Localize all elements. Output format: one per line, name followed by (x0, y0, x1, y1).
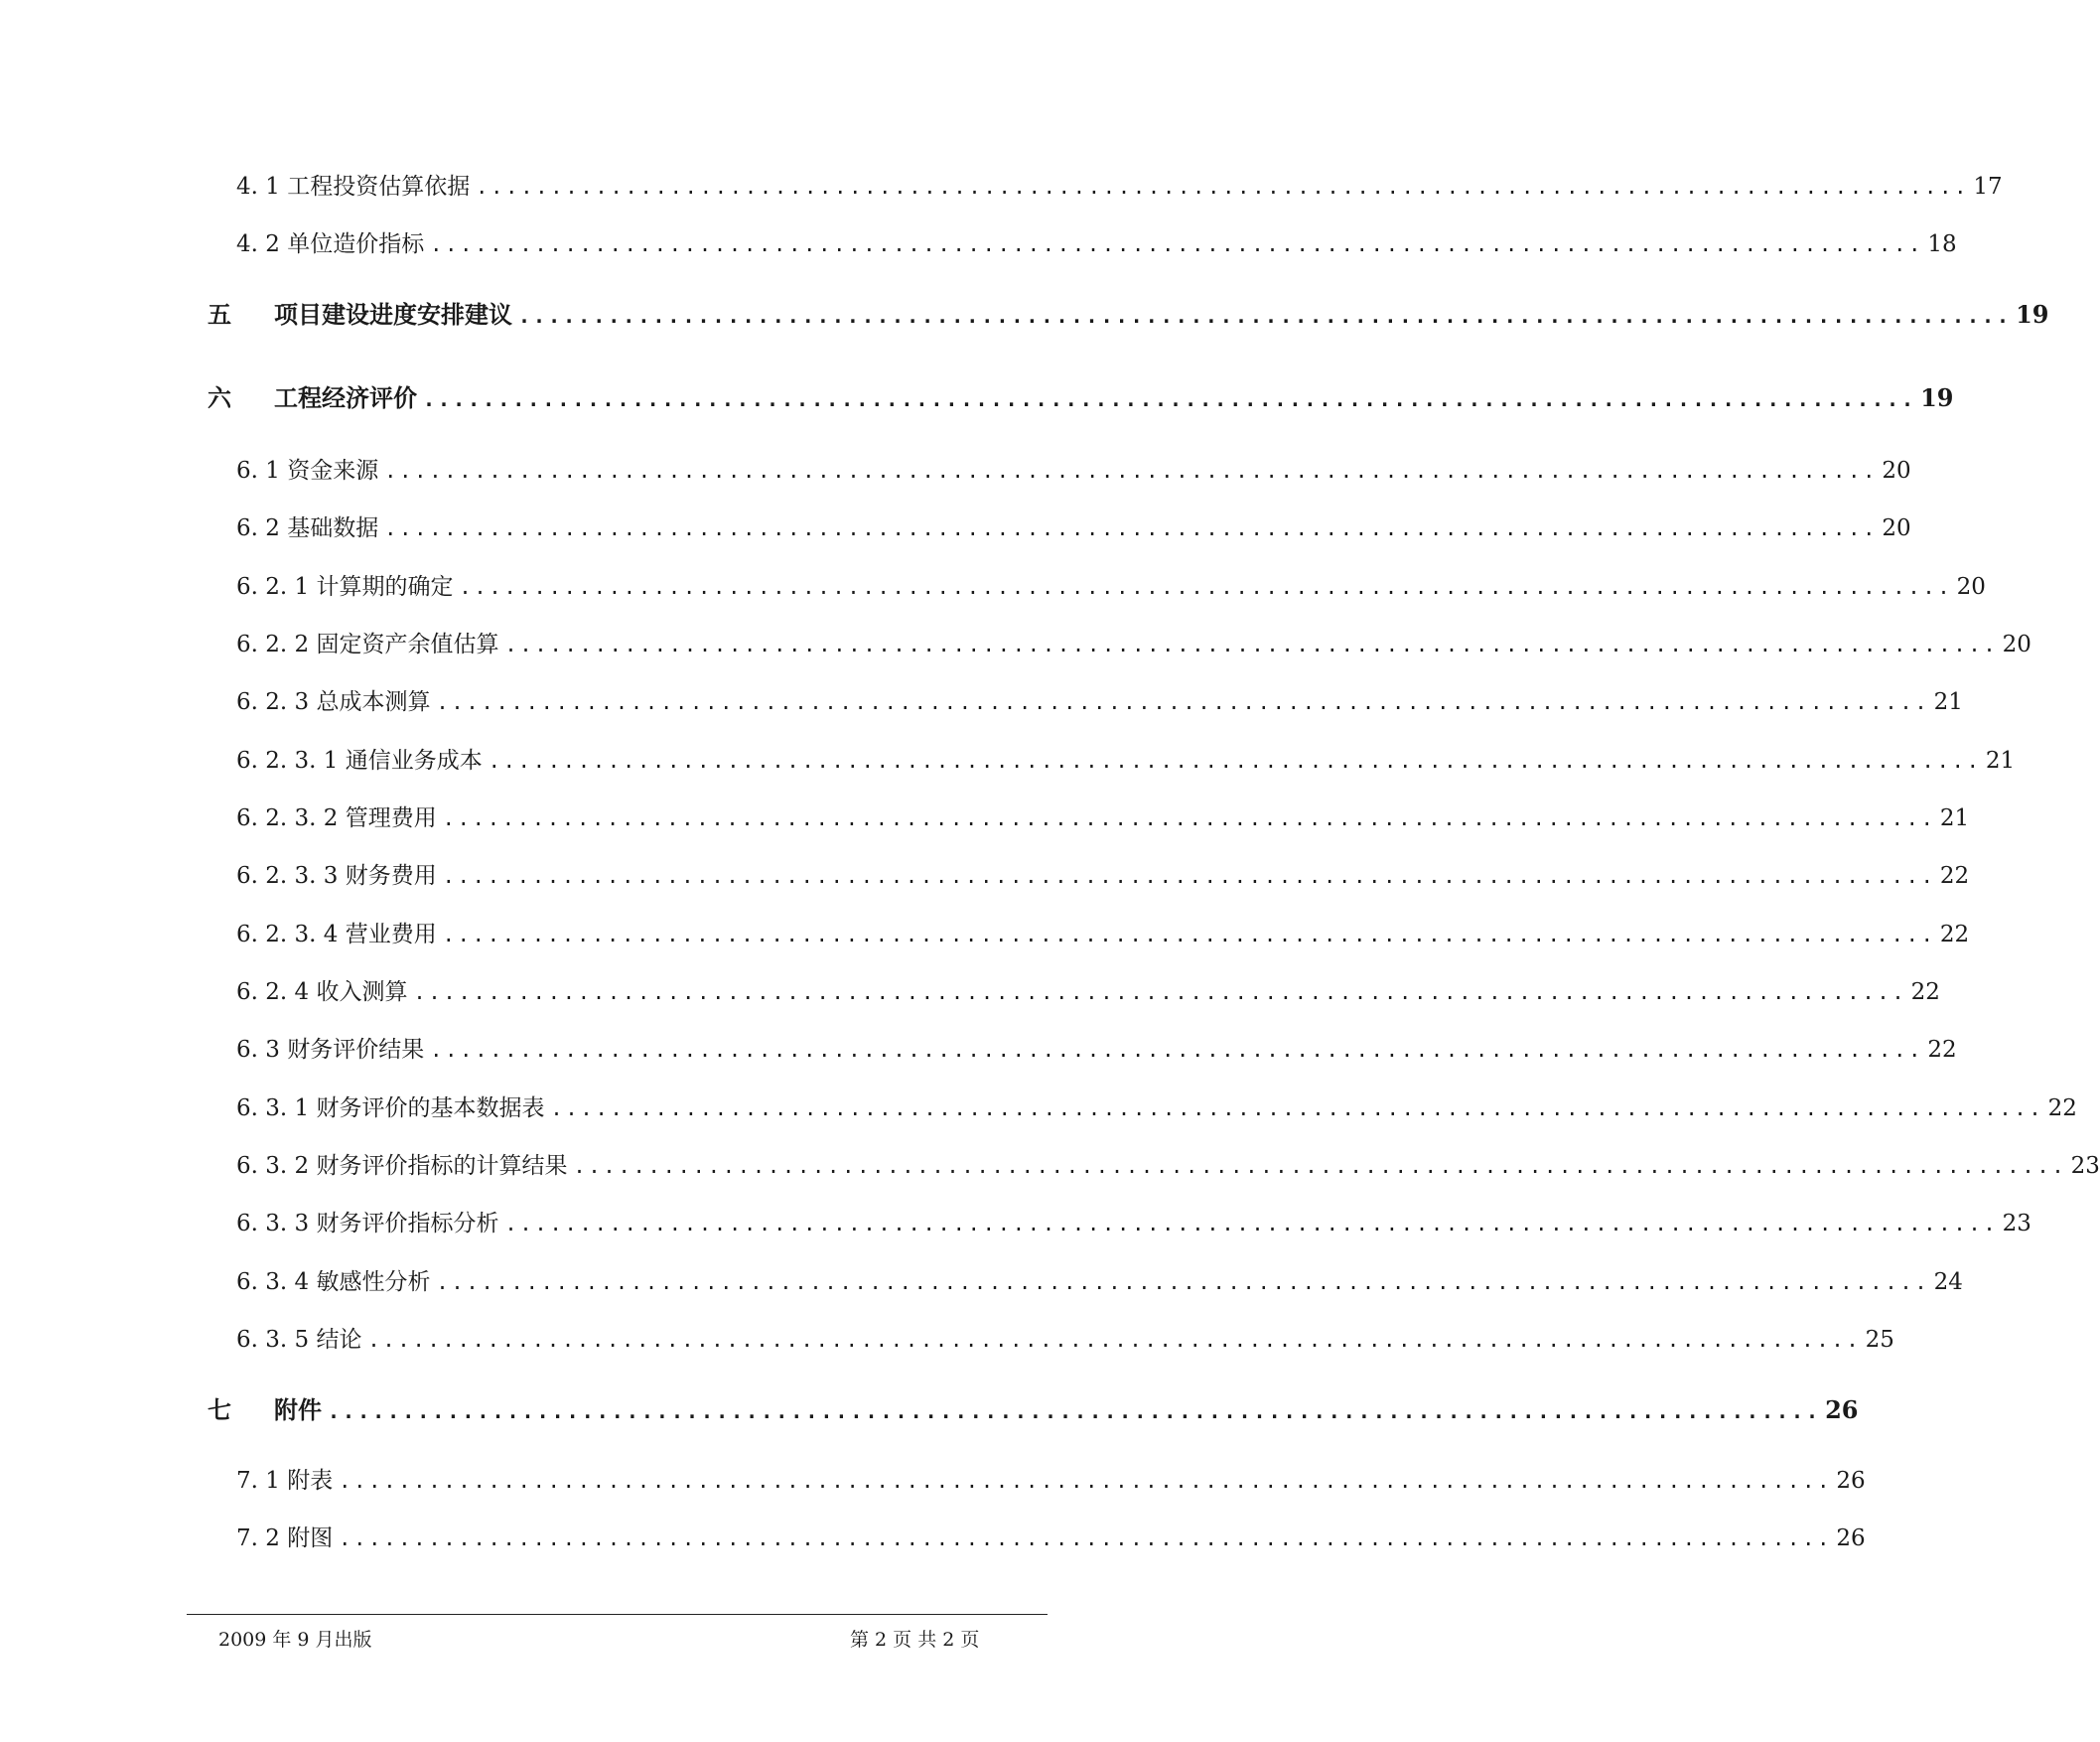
toc-entry-6-3-3[interactable] (236, 1207, 2031, 1240)
dot-leader: .................................................................................................... (488, 749, 1982, 773)
dot-leader: .................................................................................................... (430, 1038, 1924, 1062)
dot-leader: .................................................................................................... (339, 1469, 1833, 1493)
dot-leader: .................................................................................................... (442, 864, 1936, 888)
toc-entry-6-2-3[interactable] (236, 685, 1963, 719)
toc-entry-title: 6. 2. 4 收入测算 (236, 979, 408, 1005)
dot-leader: .................................................................................................... (328, 1399, 1822, 1423)
toc-entry-4-2[interactable] (236, 227, 1957, 261)
dot-leader: .................................................................................................... (339, 1526, 1833, 1550)
toc-entry-page: 26 (1836, 1525, 1866, 1551)
dot-leader: .................................................................................................... (504, 1212, 1999, 1235)
toc-entry-6-2-2[interactable] (236, 628, 2031, 661)
dot-leader: .................................................................................................... (384, 459, 1879, 483)
toc-entry-6-3[interactable] (236, 1033, 1957, 1067)
toc-entry-6-2-4[interactable] (236, 975, 1940, 1009)
toc-entry-title: 4. 2 单位造价指标 (236, 231, 425, 257)
dot-leader: .................................................................................................... (436, 1270, 1930, 1294)
toc-entry-page: 24 (1933, 1269, 1963, 1295)
toc-entry-7-1[interactable] (236, 1464, 1866, 1498)
toc-entry-6-3-4[interactable] (236, 1265, 1963, 1299)
toc-entry-6-3-2[interactable] (236, 1149, 2100, 1183)
dot-leader: .................................................................................................... (442, 923, 1936, 946)
toc-entry-chapter-5[interactable] (208, 297, 2049, 334)
dot-leader: .................................................................................................... (436, 690, 1930, 714)
toc-entry-title: 6. 2. 3. 2 管理费用 (236, 805, 437, 831)
toc-entry-title: 7. 1 附表 (236, 1468, 334, 1494)
toc-entry-4-1[interactable] (236, 170, 2003, 204)
dot-leader: .................................................................................................... (504, 633, 1999, 656)
dot-leader: .................................................................................................... (550, 1096, 2044, 1120)
toc-entry-page: 19 (2016, 300, 2049, 329)
toc-entry-page: 21 (1933, 689, 1963, 715)
toc-entry-title: 6. 3 财务评价结果 (236, 1037, 425, 1063)
footer-divider (187, 1614, 1048, 1615)
toc-chapter-number: 七 (208, 1395, 231, 1424)
dot-leader: .................................................................................................... (423, 387, 1917, 411)
toc-entry-title: 7. 2 附图 (236, 1525, 334, 1551)
toc-entry-page: 22 (1927, 1037, 1957, 1063)
toc-entry-title: 附件 (274, 1395, 322, 1424)
toc-entry-page: 17 (1973, 174, 2003, 200)
toc-chapter-number: 五 (208, 300, 231, 329)
dot-leader: .................................................................................................... (573, 1154, 2067, 1178)
toc-entry-page: 21 (1985, 748, 2016, 774)
toc-entry-page: 22 (1939, 922, 1970, 947)
toc-entry-page: 21 (1939, 805, 1970, 831)
toc-entry-6-2-3-4[interactable] (236, 918, 1970, 951)
footer-page-number: 第 2 页 共 2 页 (850, 1629, 980, 1651)
toc-entry-title: 6. 3. 2 财务评价指标的计算结果 (236, 1153, 568, 1179)
toc-entry-page: 22 (1910, 979, 1940, 1005)
toc-entry-6-3-1[interactable] (236, 1091, 2077, 1125)
toc-entry-title: 6. 3. 4 敏感性分析 (236, 1269, 431, 1295)
toc-entry-6-2-3-3[interactable] (236, 859, 1970, 893)
toc-entry-chapter-7[interactable] (208, 1392, 1859, 1429)
toc-entry-title: 6. 2. 3. 3 财务费用 (236, 863, 437, 889)
toc-entry-7-2[interactable] (236, 1522, 1866, 1555)
toc-entry-page: 26 (1836, 1468, 1866, 1494)
toc-entry-6-1[interactable] (236, 454, 1911, 488)
toc-entry-page: 20 (2002, 632, 2031, 657)
dot-leader: .................................................................................................... (442, 806, 1936, 830)
dot-leader: .................................................................................................... (459, 575, 1953, 599)
toc-entry-6-2-3-2[interactable] (236, 801, 1970, 835)
toc-entry-page: 25 (1865, 1327, 1894, 1353)
toc-entry-6-2-1[interactable] (236, 570, 1986, 604)
toc-entry-title: 6. 3. 5 结论 (236, 1327, 362, 1353)
toc-entry-title: 6. 3. 3 财务评价指标分析 (236, 1211, 499, 1236)
toc-entry-page: 22 (1939, 863, 1970, 889)
toc-entry-page: 19 (1920, 383, 1954, 412)
dot-leader: .................................................................................................... (430, 232, 1924, 256)
toc-chapter-number: 六 (208, 383, 231, 412)
toc-entry-page: 18 (1927, 231, 1957, 257)
toc-entry-title: 项目建设进度安排建议 (274, 300, 512, 329)
toc-entry-chapter-6[interactable] (208, 380, 1954, 417)
dot-leader: .................................................................................................... (367, 1328, 1862, 1352)
toc-entry-title: 6. 2 基础数据 (236, 515, 379, 541)
toc-entry-title: 6. 2. 3. 1 通信业务成本 (236, 748, 483, 774)
toc-entry-title: 6. 2. 2 固定资产余值估算 (236, 632, 499, 657)
dot-leader: .................................................................................................... (518, 304, 2013, 328)
toc-entry-page: 20 (1956, 574, 1986, 600)
dot-leader: .................................................................................................... (413, 980, 1907, 1004)
toc-entry-6-2-3-1[interactable] (236, 744, 2016, 778)
dot-leader: .................................................................................................... (384, 516, 1879, 540)
toc-entry-title: 6. 1 资金来源 (236, 458, 379, 484)
footer-publish-date: 2009 年 9 月出版 (218, 1629, 372, 1651)
toc-entry-page: 22 (2047, 1095, 2077, 1121)
toc-entry-title: 6. 2. 3 总成本测算 (236, 689, 431, 715)
toc-entry-6-3-5[interactable] (236, 1323, 1894, 1357)
toc-entry-title: 6. 2. 3. 4 营业费用 (236, 922, 437, 947)
toc-entry-title: 6. 2. 1 计算期的确定 (236, 574, 454, 600)
toc-entry-title: 4. 1 工程投资估算依据 (236, 174, 471, 200)
toc-entry-page: 20 (1882, 458, 1911, 484)
dot-leader: .................................................................................................... (476, 175, 1970, 199)
toc-entry-title: 6. 3. 1 财务评价的基本数据表 (236, 1095, 545, 1121)
toc-entry-page: 20 (1882, 515, 1911, 541)
toc-entry-title: 工程经济评价 (274, 383, 417, 412)
toc-entry-page: 26 (1825, 1395, 1859, 1424)
toc-entry-page: 23 (2070, 1153, 2100, 1179)
toc-entry-page: 23 (2002, 1211, 2031, 1236)
toc-entry-6-2[interactable] (236, 511, 1911, 545)
